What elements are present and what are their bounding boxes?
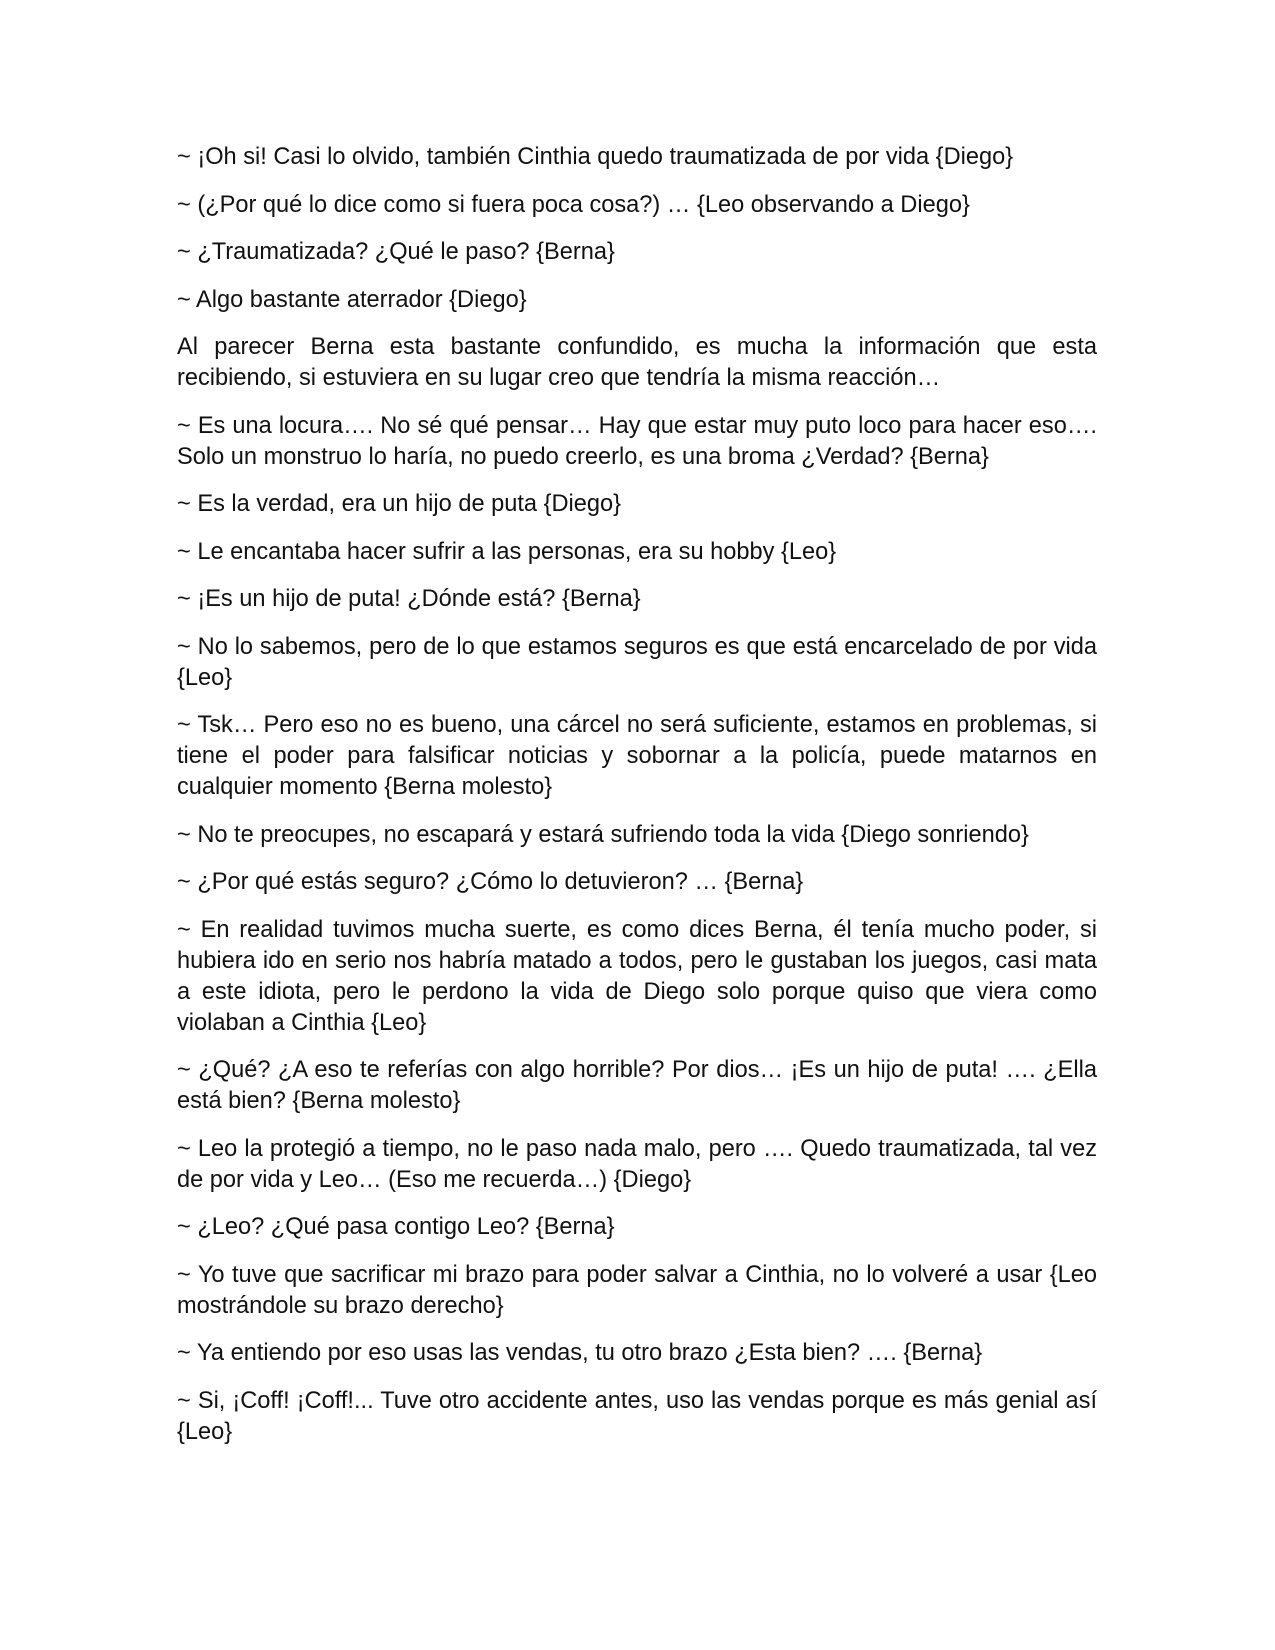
- paragraph: ~ No te preocupes, no escapará y estará sufriendo toda la vida {Diego sonriendo}: [177, 821, 1029, 848]
- paragraph: ~ ¿Leo? ¿Qué pasa contigo Leo? {Berna}: [177, 1214, 615, 1240]
- paragraph: ~ ¡Es un hijo de puta! ¿Dónde está? {Berna}: [177, 586, 641, 612]
- document-page: [177, 142, 1097, 1464]
- paragraph: ~ Es una locura…. No sé qué pensar… Hay que estar muy puto loco para hacer eso…. Solo un monstruo lo haría, no puedo creerlo, es una broma ¿Verdad? {Berna}: [177, 412, 1097, 470]
- paragraph: ~ Ya entiendo por eso usas las vendas, tu otro brazo ¿Esta bien? …. {Berna}: [177, 1340, 983, 1366]
- paragraph: ~ ¿Traumatizada? ¿Qué le paso? {Berna}: [177, 239, 615, 265]
- paragraph: ~ En realidad tuvimos mucha suerte, es como dices Berna, él tenía mucho poder, si hubiera ido en serio nos habría matado a todos, pero le gustaban los juegos, casi mata a este idiota, pero le perdono la vida de Diego solo porque quiso que viera como violaban a Cinthia {Leo}: [177, 916, 1097, 1036]
- paragraph: ~ Si, ¡Coff! ¡Coff!... Tuve otro accidente antes, uso las vendas porque es más genial así {Leo}: [177, 1387, 1097, 1445]
- paragraph: ~ ¿Por qué estás seguro? ¿Cómo lo detuvieron? … {Berna}: [177, 869, 804, 895]
- paragraph: ~ Yo tuve que sacrificar mi brazo para poder salvar a Cinthia, no lo volveré a usar {Leo mostrándole su brazo derecho}: [177, 1261, 1097, 1319]
- paragraph: Al parecer Berna esta bastante confundido, es mucha la información que esta recibiendo, si estuviera en su lugar creo que tendría la misma reacción…: [177, 334, 1097, 391]
- paragraph: ~ Tsk… Pero eso no es bueno, una cárcel no será suficiente, estamos en problemas, si tiene el poder para falsificar noticias y sobornar a la policía, puede matarnos en cualquier momento {Berna molesto}: [177, 712, 1097, 800]
- paragraph: ~ No lo sabemos, pero de lo que estamos seguros es que está encarcelado de por vida {Leo}: [177, 633, 1097, 691]
- paragraph: ~ ¡Oh si! Casi lo olvido, también Cinthia quedo traumatizada de por vida {Diego}: [177, 144, 1014, 170]
- paragraph: ~ Le encantaba hacer sufrir a las personas, era su hobby {Leo}: [177, 538, 837, 565]
- paragraph: ~ ¿Qué? ¿A eso te referías con algo horrible? Por dios… ¡Es un hijo de puta! …. ¿Ella está bien? {Berna molesto}: [177, 1057, 1097, 1114]
- paragraph: ~ (¿Por qué lo dice como si fuera poca cosa?) … {Leo observando a Diego}: [177, 191, 970, 218]
- paragraph: ~ Es la verdad, era un hijo de puta {Diego}: [177, 491, 622, 517]
- paragraph: ~ Leo la protegió a tiempo, no le paso nada malo, pero …. Quedo traumatizada, tal vez de por vida y Leo… (Eso me recuerda…) {Diego}: [177, 1135, 1097, 1193]
- paragraph: ~ Algo bastante aterrador {Diego}: [177, 286, 527, 313]
